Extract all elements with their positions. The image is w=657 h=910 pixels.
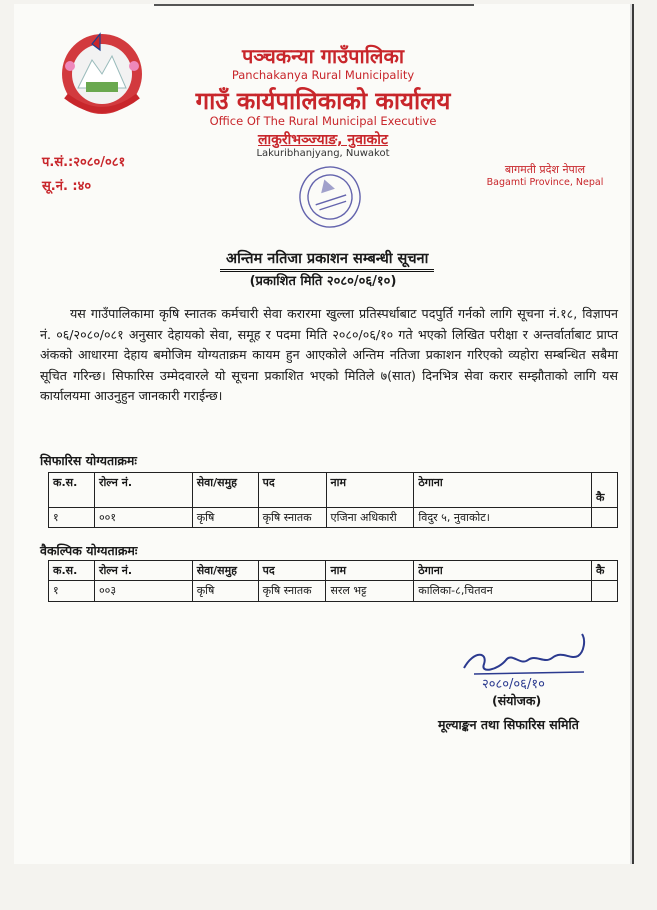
col-header-service: सेवा/समुह — [192, 473, 258, 508]
cell-post: कृषि स्नातक — [258, 581, 326, 602]
cell-service: कृषि — [192, 508, 258, 528]
alternate-table — [48, 560, 618, 602]
office-name-np: गाउँ कार्यपालिकाको कार्यालय — [195, 87, 451, 115]
col-header-address: ठेगाना — [414, 473, 592, 508]
col-header-sn: क.स. — [49, 561, 95, 581]
province-np: बागमती प्रदेश नेपाल — [504, 163, 586, 176]
notice-document — [14, 4, 634, 864]
alternate-label: वैकल्पिक योग्यताक्रमः — [40, 543, 138, 558]
cell-sn: १ — [49, 508, 95, 528]
recommended-table — [48, 472, 618, 528]
col-header-service: सेवा/समुह — [192, 561, 258, 581]
cell-remarks — [591, 508, 617, 528]
published-date: (प्रकाशित मिति २०८०/०६/१०) — [249, 274, 397, 289]
cell-name: सरल भट्ट — [326, 581, 414, 602]
cell-name: एजिना अधिकारी — [326, 508, 414, 528]
col-header-post: पद — [258, 473, 326, 508]
recommended-label: सिफारिस योग्यताक्रमः — [40, 453, 137, 468]
municipality-name-np: पञ्चकन्या गाउँपालिका — [241, 44, 405, 68]
signature-date: २०८०/०६/१० — [482, 677, 545, 690]
reference-number: प.सं.:२०८०/०८१ — [42, 155, 126, 170]
province-en: Bagamti Province, Nepal — [486, 177, 604, 188]
municipality-name-en: Panchakanya Rural Municipality — [231, 68, 415, 82]
col-header-sn: क.स. — [49, 473, 95, 508]
col-header-remarks: कै — [591, 561, 617, 581]
col-header-name: नाम — [326, 473, 414, 508]
cell-roll: ००३ — [94, 581, 192, 602]
cell-remarks — [591, 581, 617, 602]
cell-sn: १ — [49, 581, 95, 602]
table-header-row — [49, 561, 618, 581]
col-header-roll: रोल्न नं. — [94, 561, 192, 581]
table-header-row — [49, 473, 618, 508]
col-header-remarks: कै — [591, 473, 617, 508]
col-header-address: ठेगाना — [414, 561, 592, 581]
notice-body: यस गाउँपालिकामा कृषि स्नातक कर्मचारी सेवा करारमा खुल्ला प्रतिस्पर्धाबाट पदपुर्ति गर्नको लागि सूचना नं.१८, विज्ञापन नं. ०६/२०८०/०८१ अनुसार देहायको सेवा, समूह र पदमा मिति २०८०/०६/१० गते भएको लिखित परीक्षा र अन्तर्वार्ताबाट प्राप्त अंकको आधारमा देहाय बमोजिम योग्यताक्रम कायम हुन आएकोले अन्तिम नतिजा प्रकाशन गरिएको व्यहोरा सम्बन्धित सबैमा सूचित गरिन्छ। सिफारिस उम्मेदवारले यो सूचना प्रकाशित भएको मितिले ७(सात) दिनभित्र सेवा करार सम्झौताको लागि यस कार्यालयमा आउनुहुन जानकारी गराईन्छ। — [40, 306, 618, 404]
address-np: लाकुरीभञ्ज्याङ, नुवाकोट — [258, 132, 388, 148]
table-row — [49, 581, 618, 602]
office-name-en: Office Of The Rural Municipal Executive — [209, 114, 437, 128]
col-header-name: नाम — [326, 561, 414, 581]
signatory-role: (संयोजक) — [492, 693, 542, 708]
dispatch-number: सू.नं. :४० — [42, 179, 92, 194]
cell-address: विदुर ५, नुवाकोट। — [414, 508, 592, 528]
col-header-post: पद — [258, 561, 326, 581]
col-header-roll: रोल्न नं. — [94, 473, 192, 508]
signature-icon — [454, 630, 604, 690]
committee-name: मूल्याङ्कन तथा सिफारिस समिति — [438, 717, 579, 732]
cell-roll: ००१ — [94, 508, 192, 528]
notice-title: अन्तिम नतिजा प्रकाशन सम्बन्धी सूचना — [220, 247, 434, 272]
table-row — [49, 508, 618, 528]
cell-post: कृषि स्नातक — [258, 508, 326, 528]
office-stamp-icon — [290, 160, 370, 234]
cell-service: कृषि — [192, 581, 258, 602]
address-en: Lakuribhanjyang, Nuwakot — [256, 148, 390, 159]
province-block — [470, 162, 620, 188]
top-edge-line — [154, 4, 474, 6]
cell-address: कालिका-८,चितवन — [414, 581, 592, 602]
